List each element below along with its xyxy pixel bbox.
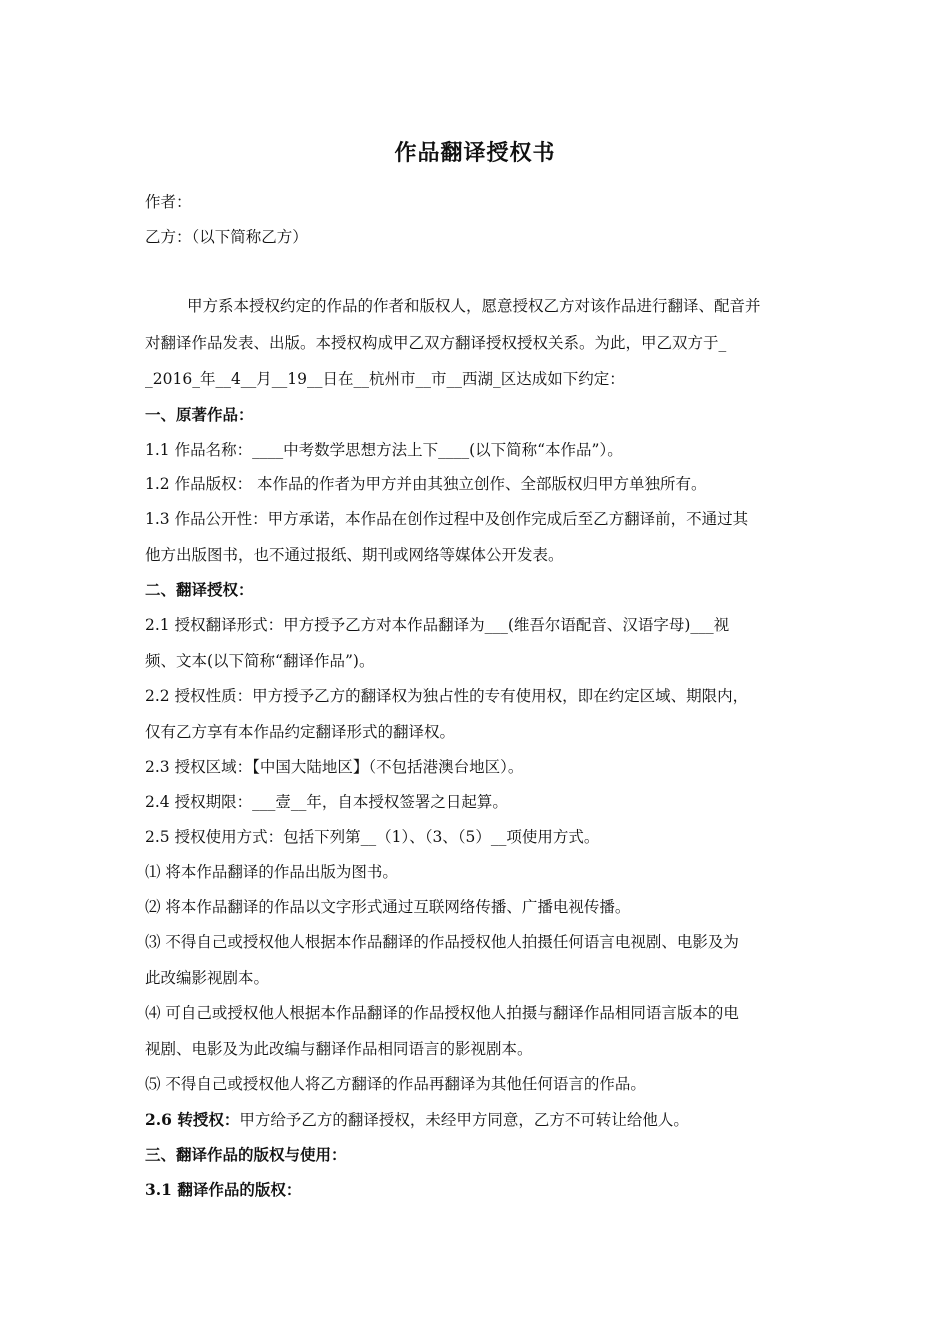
intro-paragraph-line-1: 甲方系本授权约定的作品的作者和版权人，愿意授权乙方对该作品进行翻译、配音并 xyxy=(187,297,761,315)
usage-item-5: ⑸ 不得自己或授权他人将乙方翻译的作品再翻译为其他任何语言的作品。 xyxy=(145,1075,646,1093)
usage-item-2: ⑵ 将本作品翻译的作品以文字形式通过互联网络传播、广播电视传播。 xyxy=(145,898,631,916)
clause-1-3-line-2: 他方出版图书，也不通过报纸、期刊或网络等媒体公开发表。 xyxy=(145,546,564,564)
section-heading-3: 三、翻译作品的版权与使用： xyxy=(145,1145,347,1164)
clause-2-6 xyxy=(145,1110,815,1130)
author-line: 作者： xyxy=(145,193,192,211)
usage-item-3-line-2: 此改编影视剧本。 xyxy=(145,969,270,987)
clause-1-3-line-1: 1.3 作品公开性：甲方承诺，本作品在创作过程中及创作完成后至乙方翻译前，不通过其 xyxy=(145,510,749,528)
clause-2-5: 2.5 授权使用方式：包括下列第__（1）、（3、（5）__项使用方式。 xyxy=(145,828,600,846)
usage-item-1: ⑴ 将本作品翻译的作品出版为图书。 xyxy=(145,863,398,881)
section-heading-1: 一、原著作品： xyxy=(145,405,254,424)
party-b-line: 乙方：（以下简称乙方） xyxy=(145,228,308,246)
clause-2-1-line-2: 频、文本(以下简称“翻译作品”)。 xyxy=(145,652,375,670)
clause-2-6-text: 甲方给予乙方的翻译授权，未经甲方同意，乙方不可转让给他人。 xyxy=(239,1111,689,1129)
clause-2-4: 2.4 授权期限：___壹__年，自本授权签署之日起算。 xyxy=(145,793,508,811)
clause-2-2-line-2: 仅有乙方享有本作品约定翻译形式的翻译权。 xyxy=(145,723,456,741)
usage-item-3-line-1: ⑶ 不得自己或授权他人根据本作品翻译的作品授权他人拍摄任何语言电视剧、电影及为 xyxy=(145,933,739,951)
clause-1-2: 1.2 作品版权： 本作品的作者为甲方并由其独立创作、全部版权归甲方单独所有。 xyxy=(145,475,707,493)
usage-item-4-line-2: 视剧、电影及为此改编与翻译作品相同语言的影视剧本。 xyxy=(145,1040,533,1058)
clause-3-1: 3.1 翻译作品的版权： xyxy=(145,1180,302,1199)
document-title: 作品翻译授权书 xyxy=(394,140,556,166)
intro-paragraph-line-2: 对翻译作品发表、出版。本授权构成甲乙双方翻译授权授权关系。为此，甲乙双方于_ xyxy=(145,334,727,352)
section-heading-2: 二、翻译授权： xyxy=(145,580,254,599)
clause-2-1-line-1: 2.1 授权翻译形式：甲方授予乙方对本作品翻译为___(维吾尔语配音、汉语字母)___视 xyxy=(145,616,730,634)
clause-1-1: 1.1 作品名称：____中考数学思想方法上下____(以下简称“本作品”）。 xyxy=(145,441,623,459)
usage-item-4-line-1: ⑷ 可自己或授权他人根据本作品翻译的作品授权他人拍摄与翻译作品相同语言版本的电 xyxy=(145,1004,739,1022)
clause-2-3: 2.3 授权区域：【中国大陆地区】（不包括港澳台地区）。 xyxy=(145,758,524,776)
intro-paragraph-line-3: _2016_年__4__月__19__日在__杭州市__市__西湖_区达成如下约定： xyxy=(145,370,625,388)
clause-2-6-label: 2.6 转授权： xyxy=(145,1110,240,1129)
clause-2-2-line-1: 2.2 授权性质：甲方授予乙方的翻译权为独占性的专有使用权，即在约定区域、期限内， xyxy=(145,687,749,705)
